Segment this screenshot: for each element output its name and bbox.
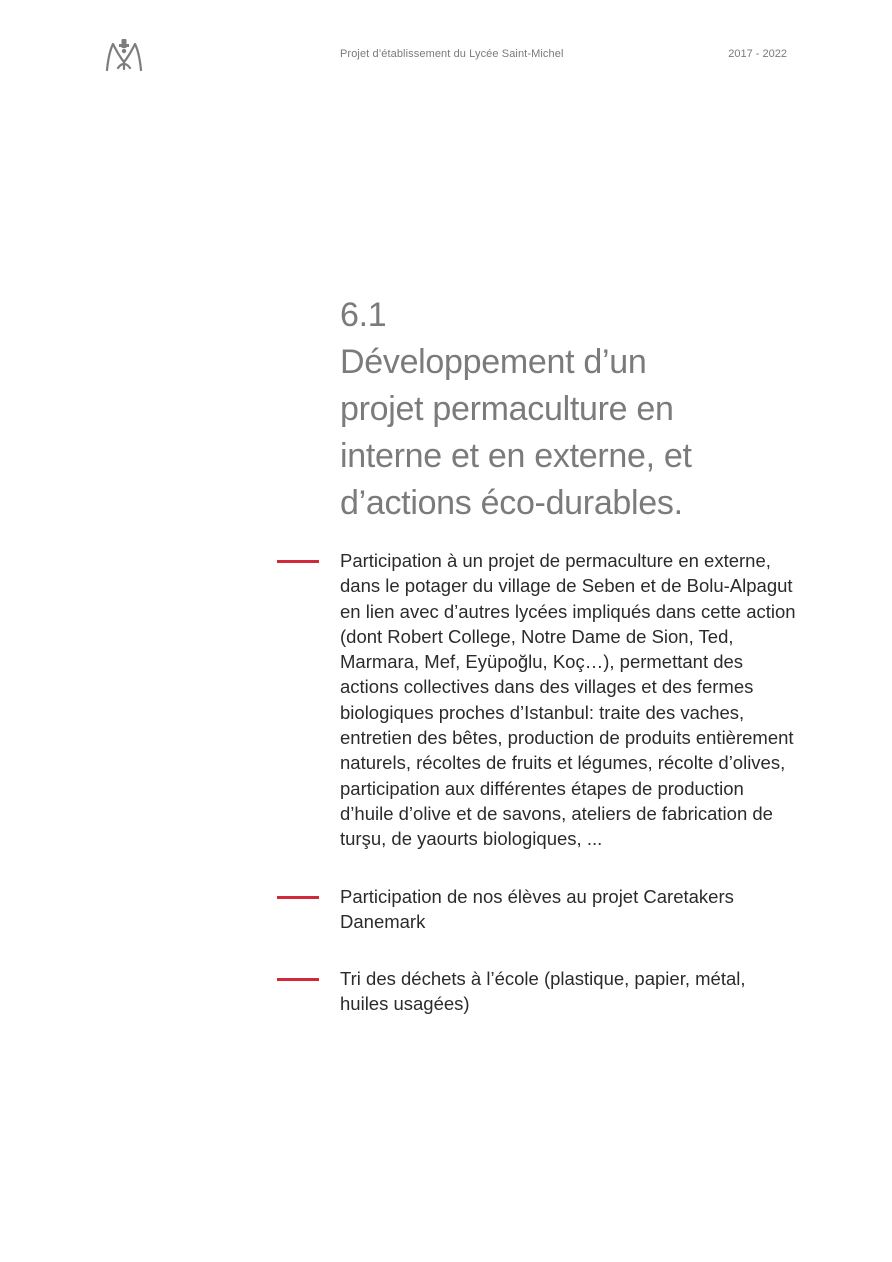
document-years: 2017 - 2022 [728,48,787,60]
section-title-line: Développement d’un [340,343,647,381]
red-dash-icon [277,896,319,899]
list-item [0,884,892,935]
section-heading [340,292,810,527]
list-item-text: Tri des déchets à l’école (plastique, papier, métal, huiles usagées) [340,968,746,1015]
school-logo-icon [104,38,144,72]
list-item-text: Participation de nos élèves au projet Caretakers Danemark [340,885,734,932]
section-title-line: interne et en externe, et [340,437,692,475]
red-dash-icon [277,560,319,563]
red-dash-icon [277,978,319,981]
section-number: 6.1 [340,296,387,334]
list-item [0,548,892,852]
bullet-list [0,548,892,1049]
list-item [0,966,892,1017]
list-item-text: Participation à un projet de permaculture en externe, dans le potager du village de Seben et de Bolu-Alpagut en lien avec d’autres lycées impliqués dans cette action (dont Robert College, Notre Dame de Sion, Ted, Marmara, Mef, Eyüpoğlu, Koç…), permettant des actions collectives dans des villages et des fermes biologiques proches d’Istanbul: traite des vaches, entretien des bêtes, production de produits entièrement naturels, récoltes de fruits et légumes, récolte d’olives, participation aux différentes étapes de production d’huile d’olive et de savons, ateliers de fabrication de turşu, de yaourts biologiques, ... [340,550,796,850]
section-title-line: projet permaculture en [340,390,674,428]
section-title-line: d’actions éco-durables. [340,484,683,522]
document-title: Projet d’établissement du Lycée Saint-Michel [340,48,564,60]
